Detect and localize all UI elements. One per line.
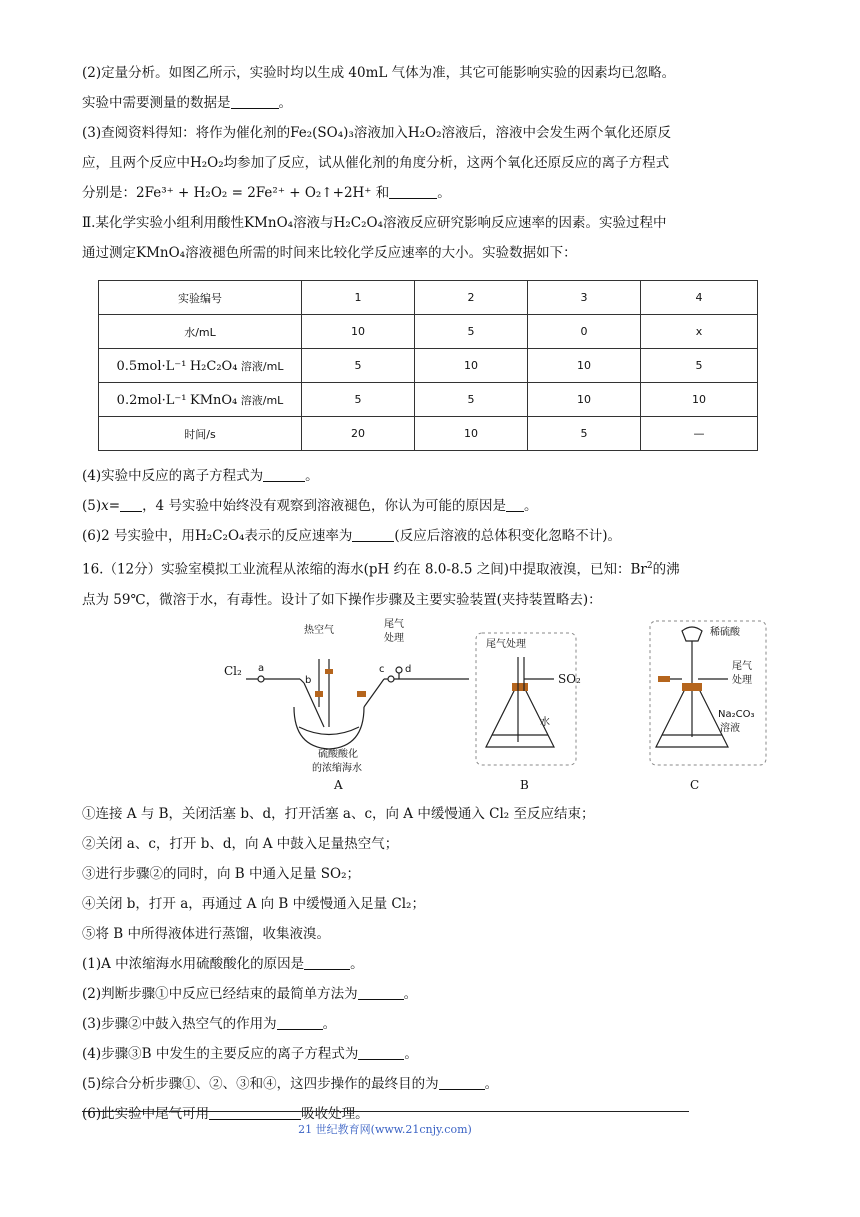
q3-line3: 分别是：2Fe³⁺ + H₂O₂ = 2Fe²⁺ + O₂↑+2H⁺ 和 。 <box>82 185 451 201</box>
answer-blank[interactable] <box>120 497 142 512</box>
q6-line: (6)2 号实验中，用H₂C₂O₄表示的反应速率为 (反应后溶液的总体积变化忽略不计)。 <box>82 528 621 544</box>
answer-blank[interactable] <box>231 94 279 109</box>
table-cell: 5 <box>302 383 415 417</box>
apparatus-c-diagram <box>648 617 808 795</box>
equation: 2Fe³⁺ + H₂O₂ = 2Fe²⁺ + O₂↑+2H⁺ <box>136 185 372 201</box>
apparatus-figure <box>82 617 782 795</box>
answer-blank[interactable] <box>209 1105 301 1120</box>
table-cell: 10 <box>415 349 528 383</box>
table-cell: 5 <box>302 349 415 383</box>
table-cell: — <box>641 417 758 451</box>
tail-gas-label: 处理 <box>384 632 404 644</box>
table-cell: 5 <box>641 349 758 383</box>
footer-text: 21 世纪教育网(www.21cnjy.com) <box>298 1123 472 1136</box>
table-cell: x <box>641 315 758 349</box>
q16-3: (3)步骤②中鼓入热空气的作用为 。 <box>82 1015 337 1032</box>
cl2-label: Cl₂ <box>224 663 242 678</box>
answer-blank[interactable] <box>439 1075 485 1090</box>
apparatus-b-label: B <box>520 777 529 792</box>
valve-a-label: a <box>258 662 265 674</box>
table-header-row <box>99 281 758 315</box>
so2-label: SO₂ <box>558 671 581 686</box>
apparatus-diagram <box>224 617 644 795</box>
table-row <box>99 315 758 349</box>
answer-blank[interactable] <box>506 497 524 512</box>
table-cell: 5 <box>415 315 528 349</box>
table-header-cell: 1 <box>302 281 415 315</box>
table-row <box>99 417 758 451</box>
table-header-cell: 2 <box>415 281 528 315</box>
table-cell: 10 <box>641 383 758 417</box>
footer-divider <box>82 1111 689 1112</box>
step-5: ⑤将 B 中所得液体进行蒸馏，收集液溴。 <box>82 925 331 942</box>
table-header-cell: 实验编号 <box>99 281 302 315</box>
table-cell: 10 <box>528 383 641 417</box>
table-row <box>99 383 758 417</box>
valve-b-label: b <box>305 674 312 686</box>
dilute-acid-label: 稀硫酸 <box>710 626 740 638</box>
q16-2: (2)判断步骤①中反应已经结束的最简单方法为 。 <box>82 985 418 1002</box>
table-header-cell: 4 <box>641 281 758 315</box>
q16-line1: 16.（12分）实验室模拟工业流程从浓缩的海水(pH 约在 8.0-8.5 之间)中提取液溴，已知：Br$^2$的沸 <box>82 561 680 578</box>
step-1: ①连接 A 与 B，关闭活塞 b、d，打开活塞 a、c，向 A 中缓慢通入 Cl₂ 至反应结束； <box>82 805 595 822</box>
q5-line: (5)x= ，4 号实验中始终没有观察到溶液褪色，你认为可能的原因是 。 <box>82 498 538 514</box>
part2-line1: Ⅱ.某化学实验小组利用酸性KMnO₄溶液与H₂C₂O₄溶液反应研究影响反应速率的因素。实验过程中 <box>82 215 667 231</box>
acid-sea-label: 的浓缩海水 <box>312 762 362 774</box>
document-body <box>82 58 782 1129</box>
table-row <box>99 349 758 383</box>
answer-blank[interactable] <box>304 955 350 970</box>
answer-blank[interactable] <box>358 985 404 1000</box>
q16-line2: 点为 59℃，微溶于水，有毒性。设计了如下操作步骤及主要实验装置(夹持装置略去)： <box>82 591 602 608</box>
row-label: 时间/s <box>99 417 302 451</box>
table-cell: 10 <box>302 315 415 349</box>
row-label: 0.2mol·L⁻¹ KMnO₄ 溶液/mL <box>99 383 302 417</box>
answer-blank[interactable] <box>263 467 305 482</box>
tail-gas-label: 尾气 <box>384 618 404 630</box>
q16-1: (1)A 中浓缩海水用硫酸酸化的原因是 。 <box>82 955 364 972</box>
table-cell: 5 <box>415 383 528 417</box>
na2co3-label: Na₂CO₃ <box>718 708 755 720</box>
part2-line2: 通过测定KMnO₄溶液褪色所需的时间来比较化学反应速率的大小。实验数据如下： <box>82 245 577 261</box>
q16-4: (4)步骤③B 中发生的主要反应的离子方程式为 。 <box>82 1045 418 1062</box>
answer-blank[interactable] <box>358 1045 404 1060</box>
q16-5: (5)综合分析步骤①、②、③和④，这四步操作的最终目的为 。 <box>82 1075 499 1092</box>
apparatus-c-label: C <box>690 777 700 792</box>
step-3: ③进行步骤②的同时，向 B 中通入足量 SO₂； <box>82 865 361 882</box>
step-2: ②关闭 a、c，打开 b、d，向 A 中鼓入足量热空气； <box>82 835 399 852</box>
table-cell: 10 <box>415 417 528 451</box>
q3-line2: 应，且两个反应中H₂O₂均参加了反应，试从催化剂的角度分析，这两个氧化还原反应的离子方程式 <box>82 155 670 171</box>
experiment-table <box>98 280 758 451</box>
table-header-cell: 3 <box>528 281 641 315</box>
hot-air-label: 热空气 <box>304 624 334 636</box>
valve-c-label: c <box>379 663 385 675</box>
apparatus-a <box>246 659 469 749</box>
water-label: 水 <box>540 716 550 728</box>
valve-d-label: d <box>405 663 412 675</box>
table-cell: 0 <box>528 315 641 349</box>
row-label: 0.5mol·L⁻¹ H₂C₂O₄ 溶液/mL <box>99 349 302 383</box>
step-4: ④关闭 b，打开 a，再通过 A 向 B 中缓慢通入足量 Cl₂； <box>82 895 425 912</box>
answer-blank[interactable] <box>352 527 394 542</box>
q3-line1: (3)查阅资料得知：将作为催化剂的Fe₂(SO₄)₃溶液加入H₂O₂溶液后，溶液中会发生两个氧化还原反 <box>82 125 671 141</box>
na2co3-label: 溶液 <box>720 722 740 734</box>
tail-gas-b-label: 尾气处理 <box>486 638 526 650</box>
tail-gas-c-label: 尾气 <box>732 660 752 672</box>
row-label: 水/mL <box>99 315 302 349</box>
q4-line: (4)实验中反应的离子方程式为 。 <box>82 468 319 484</box>
table-cell: 10 <box>528 349 641 383</box>
answer-blank[interactable] <box>389 184 437 199</box>
q2-line1: (2)定量分析。如图乙所示，实验时均以生成 40mL 气体为准，其它可能影响实验的因素均已忽略。 <box>82 65 676 81</box>
q16-6: (6)此实验中尾气可用 吸收处理。 <box>82 1105 369 1122</box>
acid-sea-label: 硫酸酸化 <box>318 748 358 760</box>
q2-line2: 实验中需要测量的数据是 。 <box>82 95 292 111</box>
apparatus-a-label: A <box>334 777 343 792</box>
tail-gas-c-label: 处理 <box>732 674 752 686</box>
table-cell: 5 <box>528 417 641 451</box>
apparatus-b <box>486 657 554 747</box>
table-cell: 20 <box>302 417 415 451</box>
answer-blank[interactable] <box>277 1015 323 1030</box>
